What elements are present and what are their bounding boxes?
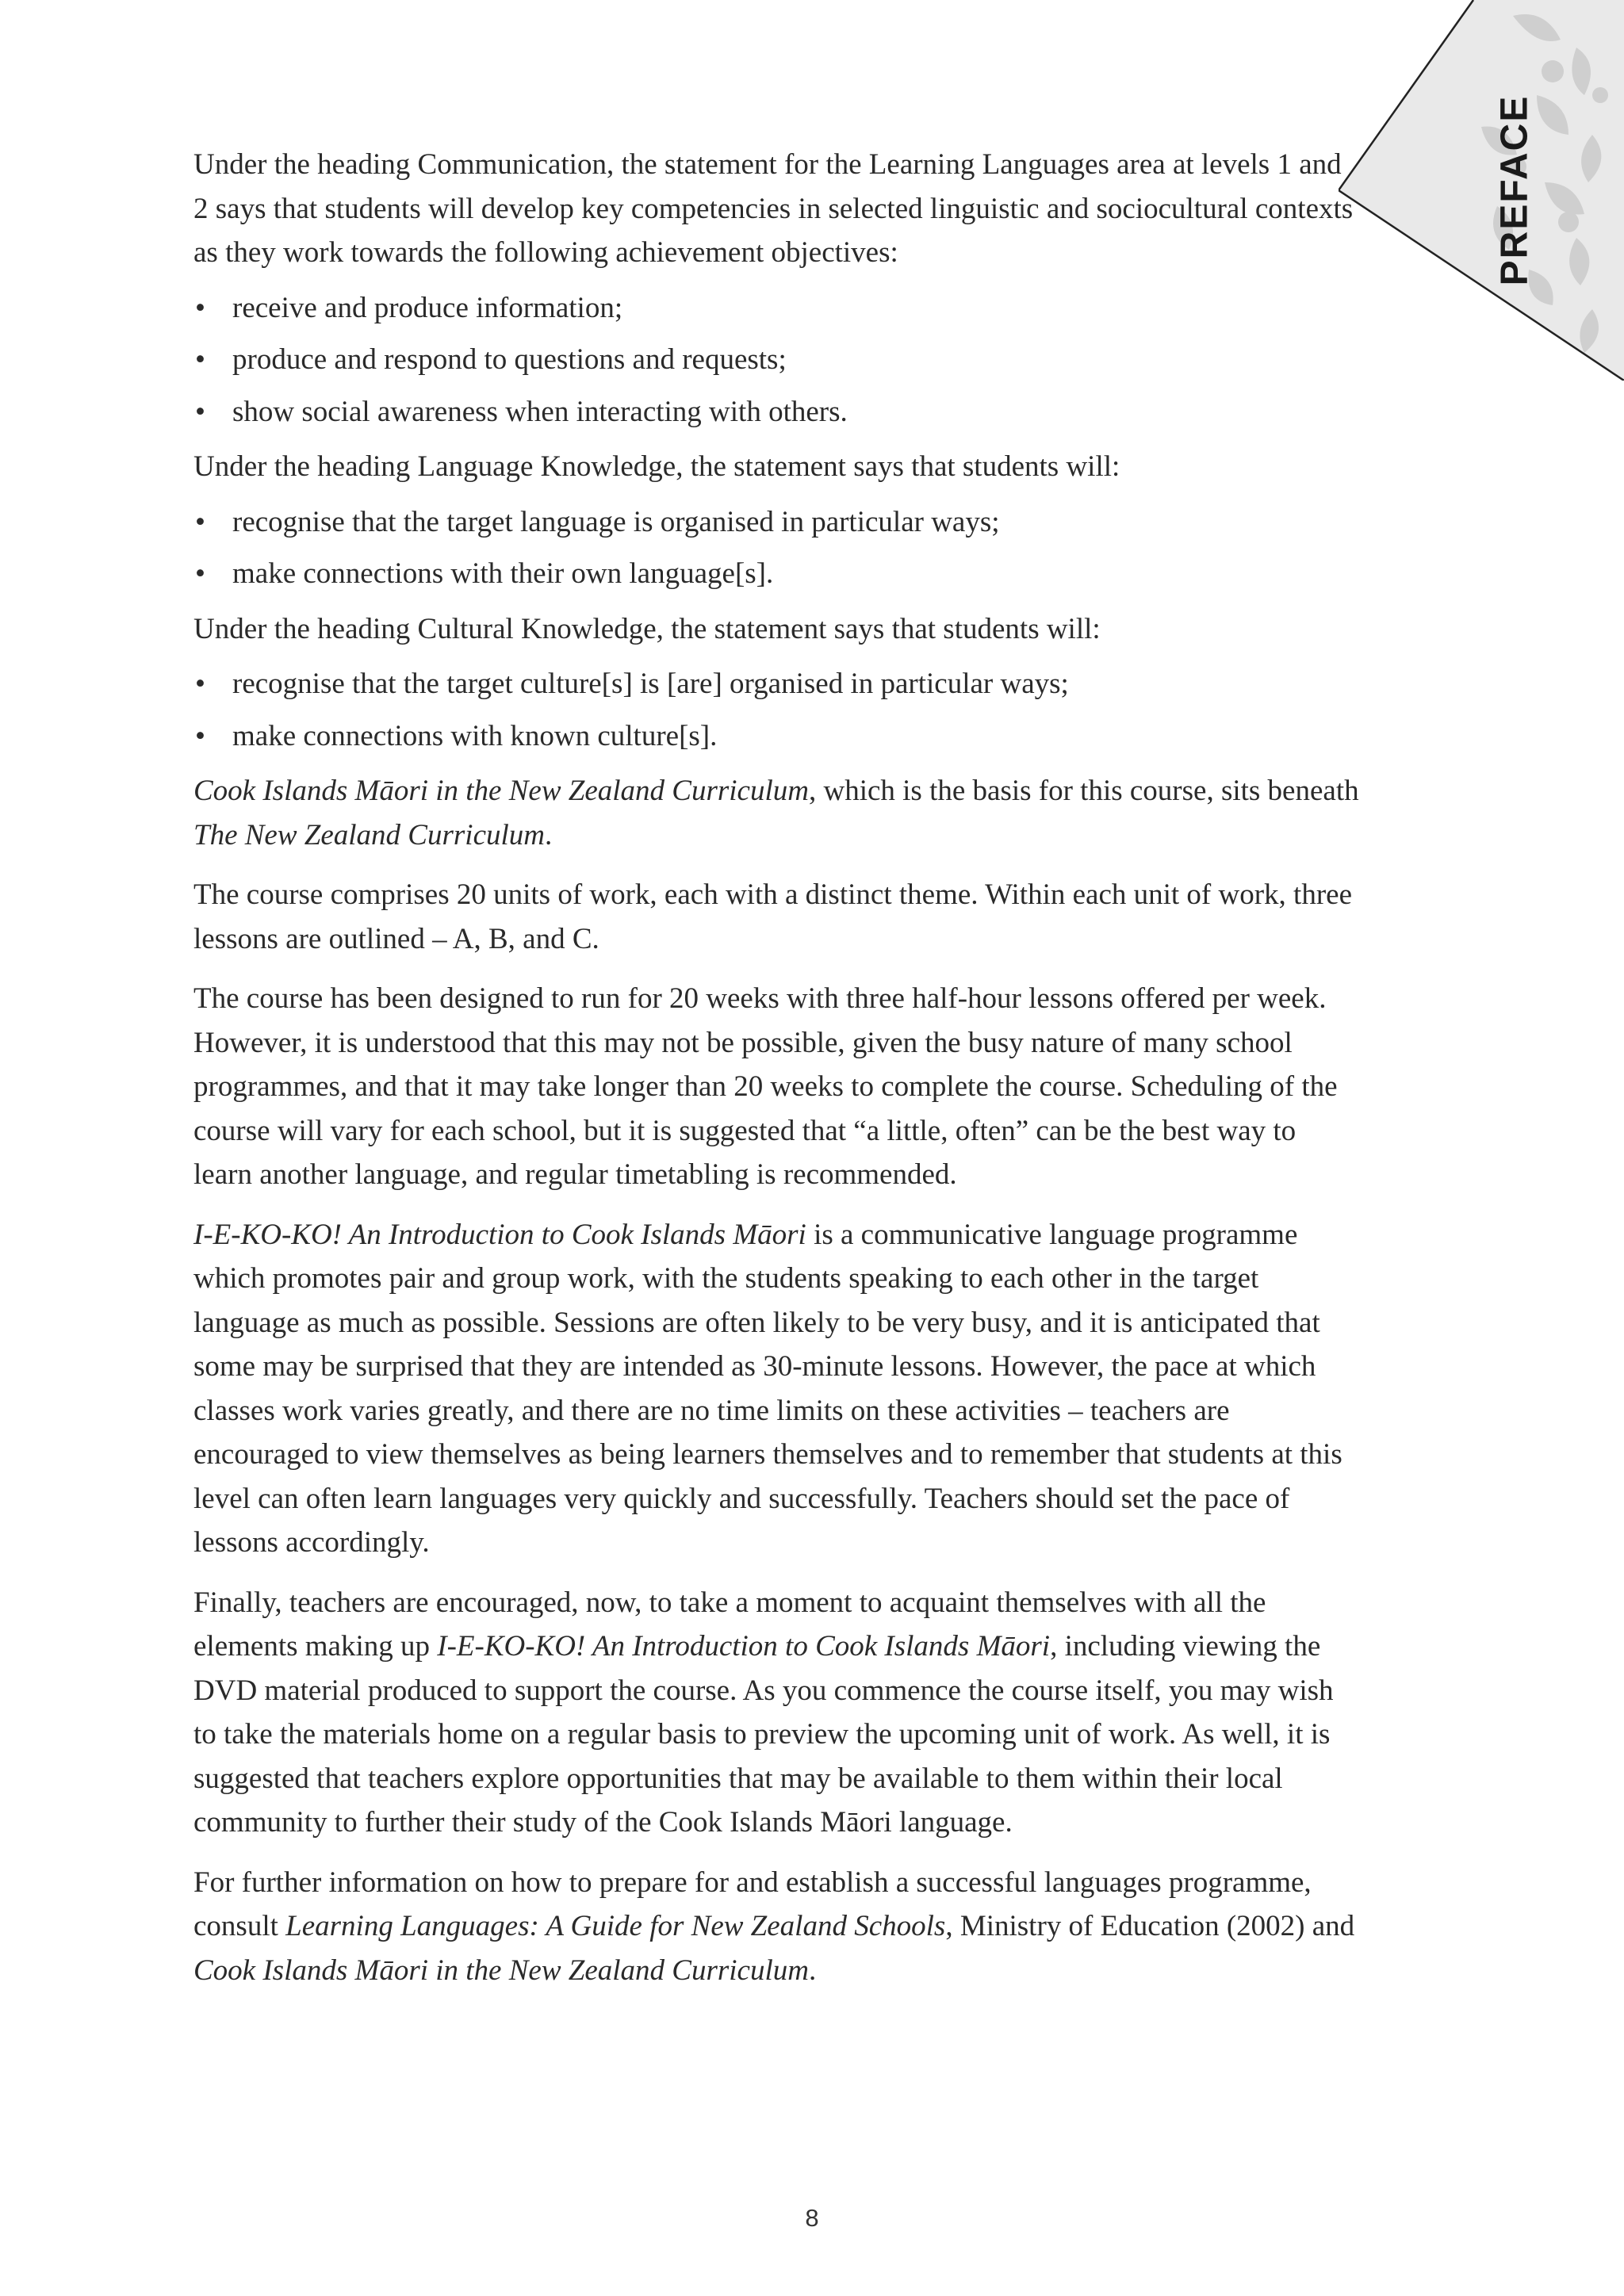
language-knowledge-list	[193, 500, 1359, 596]
further-info-paragraph	[193, 1861, 1359, 1993]
curriculum-title-ref: Cook Islands Māori in the New Zealand Curriculum	[193, 1954, 809, 1987]
further-text: For further information on how to prepare for and establish a successful languages programme, consult	[193, 1866, 1312, 1942]
list-item: • make connections with known culture[s].	[193, 714, 1359, 759]
finally-title: I-E-KO-KO! An Introduction to Cook Islands Māori	[437, 1630, 1051, 1663]
language-knowledge-paragraph: Under the heading Language Knowledge, the statement says that students will:	[193, 450, 1120, 483]
finally-text-end: , including viewing the DVD material produced to support the course. As you commence the course itself, you may wish to take the materials home on a regular basis to preview the upcoming unit of work. As well, it is suggested that teachers explore opportunities that may be available to them within their local community to further their study of the Cook Islands Māori language.	[193, 1630, 1334, 1839]
curriculum-text: , which is the basis for this course, sits beneath	[808, 775, 1359, 807]
list-item: • show social awareness when interacting with others.	[193, 390, 1359, 434]
communication-paragraph: Under the heading Communication, the statement for the Learning Languages area at levels 1 and 2 says that students will develop key competencies in selected linguistic and sociocultural contexts as they work towards the following achievement objectives:	[193, 148, 1354, 269]
preface-section-tab	[1339, 0, 1624, 381]
cultural-knowledge-paragraph: Under the heading Cultural Knowledge, the statement says that students will:	[193, 612, 1101, 645]
units-paragraph: The course comprises 20 units of work, each with a distinct theme. Within each unit of work, three lessons are outlined – A, B, and C.	[193, 878, 1352, 955]
further-text-end: .	[808, 1954, 817, 1987]
schedule-paragraph: The course has been designed to run for 20 weeks with three half-hour lessons offered per week. However, it is understood that this may not be possible, given the busy nature of many school programmes, and that it may take longer than 20 weeks to complete the course. Scheduling of the course will vary for each school, but it is suggested that “a little, often” can be the best way to learn another language, and regular timetabling is recommended.	[193, 982, 1338, 1191]
page-number: 8	[805, 2204, 819, 2232]
guide-title: Learning Languages: A Guide for New Zealand Schools	[285, 1910, 946, 1942]
list-item: • make connections with their own language[s].	[193, 552, 1359, 596]
preface-tab-shape	[1339, 0, 1624, 381]
list-item: • recognise that the target language is organised in particular ways;	[193, 500, 1359, 545]
finally-paragraph	[193, 1581, 1359, 1845]
programme-paragraph	[193, 1213, 1359, 1565]
programme-title: I-E-KO-KO! An Introduction to Cook Islands Māori	[193, 1218, 806, 1251]
finally-text: Finally, teachers are encouraged, now, to take a moment to acquaint themselves with all the elements making up	[193, 1586, 1266, 1663]
curriculum-text-end: .	[545, 818, 553, 851]
programme-text: is a communicative language programme which promotes pair and group work, with the students speaking to each other in the target language as much as possible. Sessions are often likely to be very busy, and it is anticipated that some may be surprised that they are intended as 30-minute lessons. However, the pace at which classes work varies greatly, and there are no time limits on these activities – teachers are encouraged to view themselves as being learners themselves and to remember that students at this level can often learn languages very quickly and successfully. Teachers should set the pace of lessons accordingly.	[193, 1218, 1342, 1559]
page-body	[193, 143, 1359, 2008]
nz-curriculum-title: The New Zealand Curriculum	[193, 818, 545, 851]
cultural-knowledge-list	[193, 662, 1359, 758]
further-text-mid: , Ministry of Education (2002) and	[945, 1910, 1355, 1942]
list-item: • produce and respond to questions and requests;	[193, 338, 1359, 382]
communication-objectives-list	[193, 286, 1359, 434]
list-item: • recognise that the target culture[s] is [are] organised in particular ways;	[193, 662, 1359, 706]
list-item: • receive and produce information;	[193, 286, 1359, 331]
preface-tab-label: PREFACE	[1493, 94, 1536, 286]
curriculum-paragraph	[193, 769, 1359, 857]
curriculum-title: Cook Islands Māori in the New Zealand Curriculum	[193, 775, 809, 807]
